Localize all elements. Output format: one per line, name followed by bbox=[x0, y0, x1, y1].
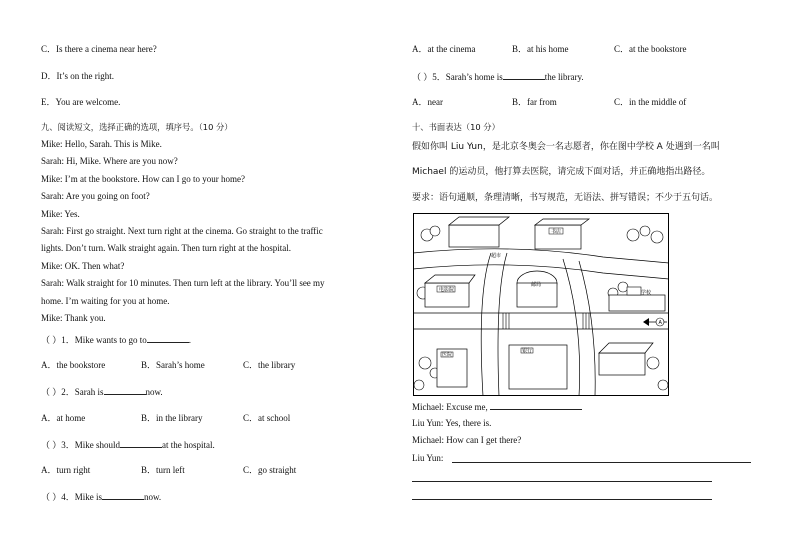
q1-option-a[interactable]: A．the bookstore bbox=[41, 360, 106, 370]
section-10-heading: 十、书面表达（10 分） bbox=[412, 122, 500, 132]
question-4-blank[interactable] bbox=[102, 491, 144, 500]
question-1-blank[interactable] bbox=[147, 334, 189, 343]
dialogue-line: Sarah: First go straight. Next turn right at the cinema. Go straight to the traffic bbox=[41, 226, 323, 236]
question-5-end: the library. bbox=[544, 72, 584, 82]
dialogue-line: Sarah: Are you going on foot? bbox=[41, 191, 150, 201]
dialogue-line: home. I’m waiting for you at home. bbox=[41, 296, 170, 306]
answer-line[interactable] bbox=[452, 462, 751, 463]
q1-option-b[interactable]: B．Sarah’s home bbox=[141, 360, 205, 370]
dialogue-line: Mike: Yes. bbox=[41, 209, 80, 219]
q5-option-a[interactable]: A．near bbox=[412, 97, 443, 107]
question-4-stem: （ ）4．Mike is bbox=[41, 492, 103, 502]
option-d-top: D．It’s on the right. bbox=[41, 71, 114, 81]
post-office-building bbox=[517, 271, 557, 307]
cinema-building bbox=[425, 275, 475, 307]
question-4 bbox=[41, 491, 161, 503]
option-c-top: C．Is there a cinema near here? bbox=[41, 44, 157, 54]
question-3 bbox=[41, 439, 215, 451]
dialogue-line: Mike: I’m at the bookstore. How can I go to your home? bbox=[41, 174, 245, 184]
dialogue-michael-2: Michael: How can I get there? bbox=[412, 435, 522, 445]
dialogue-line: Sarah: Walk straight for 10 minutes. Then turn left at the library. You’ll see my bbox=[41, 278, 325, 288]
dialogue-line: Mike: Thank you. bbox=[41, 313, 106, 323]
dialogue-line: Mike: OK. Then what? bbox=[41, 261, 125, 271]
dialogue-line: Mike: Hello, Sarah. This is Mike. bbox=[41, 139, 162, 149]
bank-label: 银行 bbox=[522, 348, 533, 354]
q3-option-a[interactable]: A．turn right bbox=[41, 465, 91, 475]
question-1-stem: （ ）1．Mike wants to go to bbox=[41, 335, 147, 345]
bookstore-label: 书店 bbox=[551, 229, 562, 235]
dialogue-michael-1-text: Michael: Excuse me, bbox=[412, 402, 488, 412]
question-1-end: . bbox=[188, 335, 191, 345]
dialogue-liu-yun-2: Liu Yun: bbox=[412, 453, 444, 463]
dialogue-line: Sarah: Hi, Mike. Where are you now? bbox=[41, 156, 178, 166]
question-5-blank[interactable] bbox=[503, 71, 545, 80]
question-4-end: now. bbox=[144, 492, 162, 502]
question-1 bbox=[41, 334, 191, 346]
section-9-heading: 九、阅读短文，选择正确的选项，填序号。（10 分） bbox=[41, 122, 233, 132]
q2-option-a[interactable]: A．at home bbox=[41, 413, 86, 423]
dialogue-line: lights. Don’t turn. Walk straight again. Then turn right at the hospital. bbox=[41, 243, 291, 253]
option-e-top: E．You are welcome. bbox=[41, 97, 121, 107]
answer-line[interactable] bbox=[412, 481, 712, 482]
question-3-end: at the hospital. bbox=[162, 440, 215, 450]
hospital-label: 医院 bbox=[442, 352, 453, 358]
question-2-blank[interactable] bbox=[104, 386, 146, 395]
dialogue-liu-yun-1: Liu Yun: Yes, there is. bbox=[412, 418, 492, 428]
q1-option-c[interactable]: C．the library bbox=[243, 360, 296, 370]
question-3-stem: （ ）3．Mike should bbox=[41, 440, 121, 450]
question-2 bbox=[41, 386, 163, 398]
town-map bbox=[413, 213, 669, 396]
q4-option-a[interactable]: A．at the cinema bbox=[412, 44, 476, 54]
question-2-stem: （ ）2．Sarah is bbox=[41, 387, 104, 397]
q5-option-c[interactable]: C．in the middle of bbox=[614, 97, 687, 107]
house-building bbox=[599, 343, 653, 375]
question-5-stem: （ ）5．Sarah’s home is bbox=[412, 72, 503, 82]
question-2-end: now. bbox=[145, 387, 163, 397]
point-a-label: A bbox=[658, 320, 662, 326]
q4-option-c[interactable]: C．at the bookstore bbox=[614, 44, 687, 54]
q5-option-b[interactable]: B．far from bbox=[512, 97, 557, 107]
q3-option-c[interactable]: C．go straight bbox=[243, 465, 297, 475]
writing-prompt-line: Michael 的运动员，他打算去医院，请完成下面对话，并正确地指出路径。 bbox=[412, 167, 711, 177]
writing-prompt-line: 要求：语句通顺，条理清晰，书写规范，无语法、拼写错误；不少于五句话。 bbox=[412, 193, 719, 203]
q2-option-b[interactable]: B．in the library bbox=[141, 413, 203, 423]
q2-option-c[interactable]: C．at school bbox=[243, 413, 291, 423]
post-office-label: 邮局 bbox=[531, 282, 542, 288]
school-label: 学校 bbox=[641, 290, 652, 296]
q4-option-b[interactable]: B．at his home bbox=[512, 44, 569, 54]
question-3-blank[interactable] bbox=[120, 439, 162, 448]
cinema-label: 电影院 bbox=[439, 287, 455, 293]
question-5 bbox=[412, 71, 584, 83]
dialogue-blank-1[interactable] bbox=[490, 401, 582, 410]
writing-prompt-line: 假如你叫 Liu Yun，是北京冬奥会一名志愿者，你在图中学校 A 处遇到一名叫 bbox=[412, 142, 720, 152]
q3-option-b[interactable]: B．turn left bbox=[141, 465, 185, 475]
bank-building bbox=[509, 345, 567, 389]
answer-line[interactable] bbox=[412, 499, 712, 500]
bookstore-building bbox=[535, 219, 589, 249]
dialogue-michael-1 bbox=[412, 401, 582, 413]
hospital-building bbox=[437, 349, 467, 387]
supermarket-label: 超市 bbox=[491, 253, 502, 259]
